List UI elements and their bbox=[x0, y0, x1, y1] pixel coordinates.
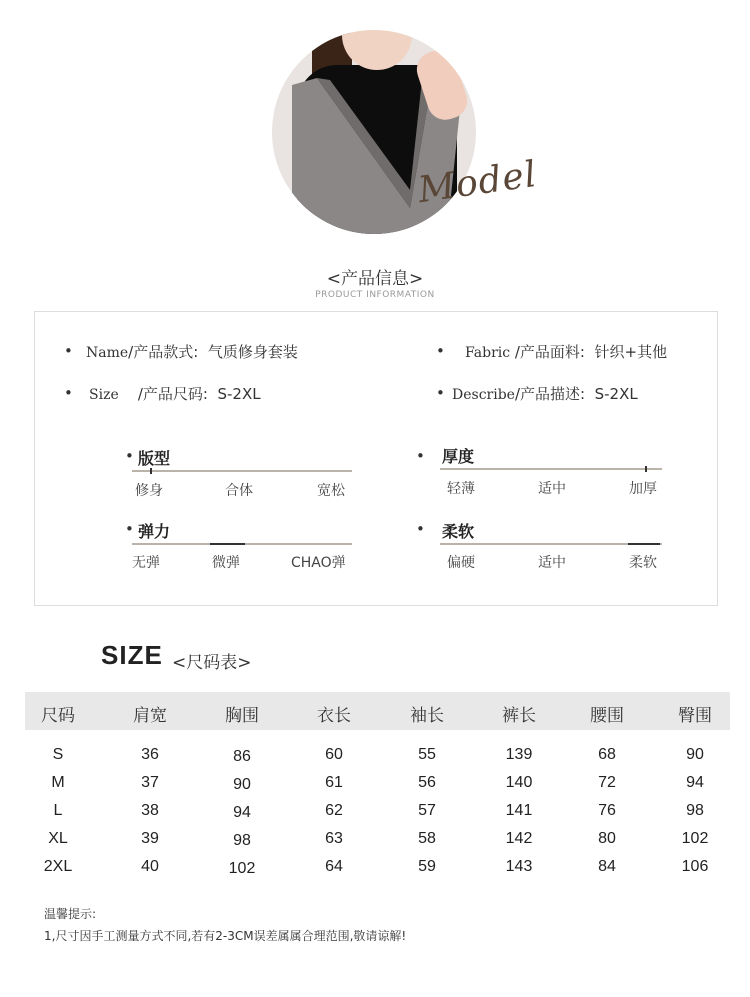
table-cell: 98 bbox=[686, 802, 704, 819]
table-cell: 58 bbox=[418, 830, 436, 847]
table-cell: 57 bbox=[418, 802, 436, 819]
size-subheading: <尺码表> bbox=[172, 653, 252, 673]
size-label-cell: L bbox=[53, 802, 63, 819]
table-cell: 68 bbox=[598, 746, 616, 763]
table-cell: 98 bbox=[233, 832, 251, 849]
scale-title-thickness: 厚度 bbox=[442, 447, 475, 466]
table-cell: 102 bbox=[228, 860, 256, 877]
scale-bar-thickness bbox=[440, 468, 662, 470]
scale-label: 合体 bbox=[225, 483, 253, 499]
scale-label: 适中 bbox=[538, 481, 566, 497]
scale-label: 加厚 bbox=[629, 481, 657, 497]
describe-cn: /产品描述: bbox=[514, 385, 586, 403]
table-cell: 80 bbox=[598, 830, 616, 847]
column-header: 衣长 bbox=[317, 706, 351, 726]
scale-label: 偏硬 bbox=[447, 555, 475, 571]
size-label-cell: 2XL bbox=[43, 858, 73, 875]
table-cell: 90 bbox=[686, 746, 704, 763]
column-header: 袖长 bbox=[410, 706, 444, 726]
info-fabric bbox=[465, 341, 667, 362]
table-cell: 55 bbox=[418, 746, 436, 763]
scale-label: 柔软 bbox=[629, 555, 657, 571]
table-cell: 143 bbox=[505, 858, 533, 875]
column-header: 尺码 bbox=[41, 706, 75, 726]
table-cell: 61 bbox=[325, 774, 343, 791]
scale-label: 微弹 bbox=[212, 555, 240, 571]
describe-value: S-2XL bbox=[594, 385, 638, 403]
column-header: 臀围 bbox=[678, 706, 712, 726]
column-header: 裤长 bbox=[502, 706, 536, 726]
scale-title-softness: 柔软 bbox=[442, 522, 475, 541]
table-cell: 59 bbox=[418, 858, 436, 875]
table-cell: 106 bbox=[681, 858, 709, 875]
table-cell: 84 bbox=[598, 858, 616, 875]
size-en: Size bbox=[89, 387, 119, 403]
scale-label: 修身 bbox=[135, 483, 163, 499]
scale-label: CHAO弹 bbox=[291, 555, 346, 571]
table-cell: 141 bbox=[505, 802, 533, 819]
scale-label: 宽松 bbox=[317, 483, 345, 499]
scale-label: 轻薄 bbox=[447, 481, 475, 497]
product-info-subtitle: PRODUCT INFORMATION bbox=[315, 290, 435, 300]
table-cell: 56 bbox=[418, 774, 436, 791]
scale-marker-fit bbox=[150, 468, 152, 474]
scale-title-elasticity: 弹力 bbox=[138, 522, 171, 541]
table-cell: 60 bbox=[325, 746, 343, 763]
table-cell: 38 bbox=[141, 802, 159, 819]
table-cell: 140 bbox=[505, 774, 533, 791]
bullet-icon: • bbox=[64, 342, 73, 360]
scale-title-fit: 版型 bbox=[138, 449, 171, 468]
describe-en: Describe bbox=[452, 387, 515, 403]
notes-line: 1,尺寸因手工测量方式不同,若有2-3CM误差属属合理范围,敬请谅解! bbox=[44, 929, 407, 943]
table-cell: 63 bbox=[325, 830, 343, 847]
scale-label: 无弹 bbox=[132, 555, 160, 571]
fabric-value: 针织+其他 bbox=[594, 343, 668, 361]
product-info-title: <产品信息> bbox=[326, 269, 424, 289]
table-cell: 36 bbox=[141, 746, 159, 763]
bullet-icon: • bbox=[64, 384, 73, 402]
size-label-cell: S bbox=[52, 746, 64, 763]
info-describe bbox=[452, 383, 638, 404]
table-cell: 102 bbox=[681, 830, 709, 847]
bullet-icon: • bbox=[125, 520, 134, 538]
bullet-icon: • bbox=[416, 447, 425, 465]
size-cn: /产品尺码: bbox=[137, 385, 208, 403]
table-cell: 86 bbox=[233, 748, 251, 765]
bullet-icon: • bbox=[416, 520, 425, 538]
table-cell: 62 bbox=[325, 802, 343, 819]
name-value: 气质修身套装 bbox=[207, 343, 298, 361]
column-header: 肩宽 bbox=[133, 706, 167, 726]
table-cell: 139 bbox=[505, 746, 533, 763]
bullet-icon: • bbox=[125, 447, 134, 465]
table-cell: 94 bbox=[233, 804, 251, 821]
scale-bar-fit bbox=[132, 470, 352, 472]
size-heading: SIZE bbox=[101, 640, 163, 670]
table-cell: 72 bbox=[598, 774, 616, 791]
table-cell: 64 bbox=[325, 858, 343, 875]
model-script-label: Model bbox=[415, 153, 540, 212]
size-label-cell: M bbox=[51, 774, 65, 791]
name-cn: /产品款式: bbox=[128, 343, 199, 361]
table-cell: 90 bbox=[233, 776, 251, 793]
info-name bbox=[86, 341, 298, 362]
column-header: 腰围 bbox=[590, 706, 624, 726]
size-table-header bbox=[25, 692, 730, 730]
scale-marker-elasticity bbox=[210, 543, 245, 545]
scale-marker-thickness bbox=[645, 466, 647, 472]
notes-title: 温馨提示: bbox=[44, 907, 97, 921]
fabric-en: Fabric bbox=[465, 345, 511, 361]
scale-label: 适中 bbox=[538, 555, 566, 571]
table-cell: 142 bbox=[505, 830, 533, 847]
bullet-icon: • bbox=[436, 384, 445, 402]
table-cell: 94 bbox=[686, 774, 704, 791]
table-cell: 37 bbox=[141, 774, 159, 791]
column-header: 胸围 bbox=[225, 706, 259, 726]
size-value: S-2XL bbox=[217, 385, 261, 403]
info-size bbox=[89, 383, 261, 404]
scale-marker-softness bbox=[628, 543, 660, 545]
size-label-cell: XL bbox=[48, 830, 68, 847]
bullet-icon: • bbox=[436, 342, 445, 360]
table-cell: 39 bbox=[141, 830, 159, 847]
fabric-cn: /产品面料: bbox=[514, 343, 585, 361]
name-en: Name bbox=[86, 345, 129, 361]
table-cell: 76 bbox=[598, 802, 616, 819]
table-cell: 40 bbox=[141, 858, 159, 875]
